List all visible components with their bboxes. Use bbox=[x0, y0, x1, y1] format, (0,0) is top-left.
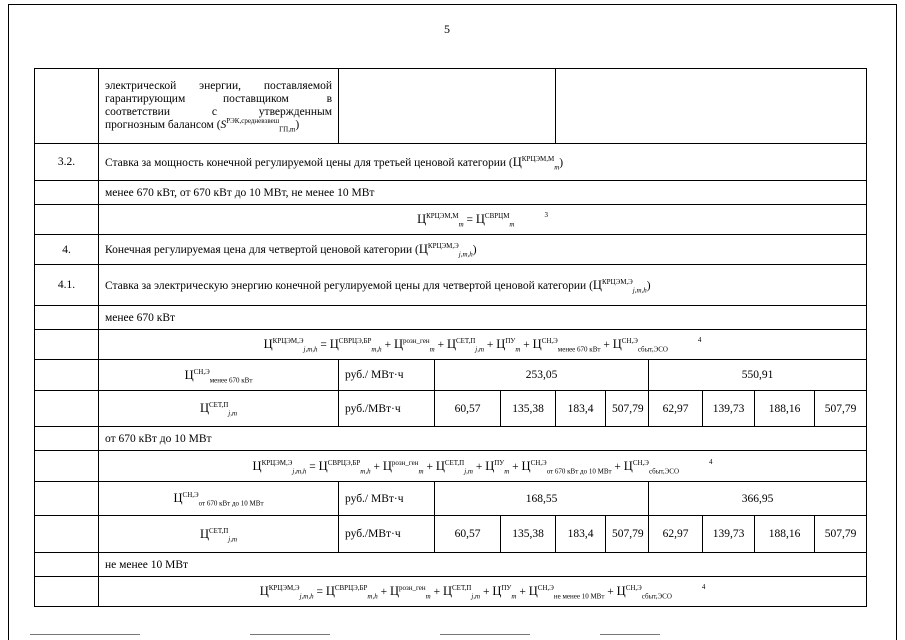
table-row bbox=[35, 265, 867, 306]
row-number-cell bbox=[35, 482, 99, 516]
page-frame-top bbox=[8, 4, 897, 5]
footnote-marker: 4 bbox=[697, 336, 702, 344]
symbol-sup: КРЦЭМ,М bbox=[521, 154, 555, 163]
symbol-sup: СН,Э bbox=[182, 491, 199, 500]
row-title-text: Ставка за мощность конечной регулируемой цены для третьей ценовой категории ( bbox=[105, 156, 513, 169]
formula-sup: КРЦЭМ,Э bbox=[268, 584, 300, 593]
symbol-sub: j,m bbox=[228, 534, 238, 543]
description-line: соответствии с утвержденным bbox=[105, 106, 332, 118]
value-cell: 62,97 bbox=[649, 391, 703, 427]
table-row bbox=[35, 330, 867, 360]
value-cell: 139,73 bbox=[703, 391, 755, 427]
formula-sub: от 670 кВт до 10 МВт bbox=[546, 466, 612, 475]
formula-sup: СН,Э bbox=[537, 584, 554, 593]
value-cell: 135,38 bbox=[501, 391, 556, 427]
formula-sub: m bbox=[429, 345, 435, 354]
formula-sub: j,m bbox=[471, 592, 481, 601]
formula-energy: $Ц^{КРЦЭМ,Э}_{j,m,h} = Ц^{СВРЦЭ,БР}_{m,h} + Ц^{розн\_ген}_m + Ц^{СЕТ,П}_{j,m} + Ц^{ПУ}_m + Ц^{СН,Э}_{не менее 10 МВт} + Ц^{СН,Э}_{сбыт,ЭСО}^4$ bbox=[99, 577, 867, 607]
footnote-marker: 3 bbox=[544, 211, 548, 219]
formula-sub: m,h bbox=[371, 345, 382, 354]
symbol-sub: j,m bbox=[228, 409, 238, 418]
row-number-cell bbox=[35, 553, 99, 577]
table-row bbox=[35, 427, 867, 451]
formula-sup: КРЦЭМ,М bbox=[426, 212, 459, 221]
symbol-sub: менее 670 кВт bbox=[209, 375, 253, 384]
row-title-text: Ставка за электрическую энергию конечной регулируемой цены для четвертой ценовой категории ( bbox=[105, 279, 593, 292]
value-cell: 188,16 bbox=[755, 391, 815, 427]
formula-sup: ПУ bbox=[494, 458, 505, 467]
value-cell: 550,91 bbox=[649, 360, 867, 391]
value-cell: 60,57 bbox=[435, 391, 501, 427]
table-row bbox=[35, 553, 867, 577]
formula-sub: j,m bbox=[475, 345, 485, 354]
row-title-text: Конечная регулируемая цена для четвертой ценовой категории ( bbox=[105, 244, 419, 256]
formula-sup: розн_ген bbox=[402, 337, 430, 346]
table-row bbox=[35, 516, 867, 553]
set-symbol: $Ц^{СЕТ,П}_{j,m}$ bbox=[99, 391, 339, 427]
formula-capacity: $Ц^{КРЦЭМ,М}_m = Ц^{СВРЦМ}_m^3$ bbox=[99, 205, 867, 235]
symbol-sup: СН,Э bbox=[193, 367, 210, 376]
symbol-sup: СЕТ,П bbox=[208, 401, 229, 410]
empty-cell bbox=[339, 69, 556, 144]
row-number-cell bbox=[35, 360, 99, 391]
formula-sup: СН,Э bbox=[625, 584, 642, 593]
row-number-cell bbox=[35, 181, 99, 205]
formula-sup: СЕТ,П bbox=[452, 584, 472, 593]
value-cell: 188,16 bbox=[755, 516, 815, 553]
formula-sub: сбыт,ЭСО bbox=[641, 592, 672, 601]
symbol-sub: от 670 кВт до 10 МВт bbox=[198, 499, 264, 508]
formula-sup: СН,Э bbox=[632, 458, 649, 467]
row-title: Конечная регулируемая цена для четвертой ценовой категории $(Ц^{КРЦЭМ,Э}_{j,m,h})$ bbox=[99, 235, 867, 265]
formula-sub: не менее 10 МВт bbox=[553, 592, 605, 601]
value-cell: 135,38 bbox=[501, 516, 556, 553]
table-row bbox=[35, 306, 867, 330]
description-line: электрической энергии, поставляемой bbox=[105, 80, 332, 92]
formula-sup: СН,Э bbox=[530, 458, 547, 467]
formula-sup: СВРЦМ bbox=[484, 212, 510, 221]
set-symbol: $Ц^{СЕТ,П}_{j,m}$ bbox=[99, 516, 339, 553]
row-number-cell bbox=[35, 391, 99, 427]
row-number: 3.2. bbox=[35, 144, 99, 181]
footnote-marker: 4 bbox=[709, 457, 713, 466]
formula-sub: j,m,h bbox=[303, 345, 318, 354]
formula-energy: $Ц^{КРЦЭМ,Э}_{j,m,h} = Ц^{СВРЦЭ,БР}_{m,h} + Ц^{розн\_ген}_m + Ц^{СЕТ,П}_{j,m} + Ц^{ПУ}_m + Ц^{СН,Э}_{менее 670 кВт} + Ц^{СН,Э}_{сбыт,ЭСО}^4$ bbox=[99, 330, 867, 360]
formula-sub: m bbox=[511, 592, 517, 601]
bottom-rule bbox=[600, 634, 660, 635]
formula-sub: m,h bbox=[360, 466, 371, 475]
formula-sub: j,m,h bbox=[292, 466, 307, 475]
sn-symbol: $Ц^{СН,Э}_{менее 670 кВт}$ bbox=[99, 360, 339, 391]
page-frame-left bbox=[8, 4, 9, 640]
subsection-label: не менее 10 МВт bbox=[99, 553, 867, 577]
formula-sub: j,m bbox=[464, 466, 473, 475]
formula-sup: ПУ bbox=[505, 337, 516, 346]
formula-sup: КРЦЭМ,Э bbox=[272, 337, 304, 346]
sn-symbol: $Ц^{СН,Э}_{от 670 кВт до 10 МВт}$ bbox=[99, 482, 339, 516]
subsection-label: менее 670 кВт, от 670 кВт до 10 МВт, не менее 10 МВт bbox=[99, 181, 867, 205]
bottom-rule bbox=[440, 634, 530, 635]
row-number-cell bbox=[35, 69, 99, 144]
table-row bbox=[35, 69, 867, 144]
bottom-rule bbox=[250, 634, 330, 635]
formula-sub: сбыт,ЭСО bbox=[648, 466, 680, 475]
value-cell: 183,4 bbox=[556, 516, 606, 553]
formula-sup: СН,Э bbox=[541, 337, 558, 346]
table-row bbox=[35, 451, 867, 482]
formula-sup: СВРЦЭ,БР bbox=[327, 458, 361, 467]
formula-sub: менее 670 кВт bbox=[557, 345, 601, 354]
page-number: 5 bbox=[444, 22, 450, 36]
formula-sup: СН,Э bbox=[621, 337, 638, 346]
table-row bbox=[35, 181, 867, 205]
page-frame-right bbox=[896, 4, 897, 640]
value-cell: 507,79 bbox=[815, 516, 867, 553]
bottom-rule bbox=[30, 634, 140, 635]
formula-sub: m bbox=[425, 592, 431, 601]
empty-cell bbox=[556, 69, 867, 144]
formula-sup: СВРЦЭ,БР bbox=[338, 337, 372, 346]
row-number-cell bbox=[35, 205, 99, 235]
formula-sup: СВРЦЭ,БР bbox=[334, 584, 368, 593]
value-cell: 139,73 bbox=[703, 516, 755, 553]
formula-energy: $Ц^{КРЦЭМ,Э}_{j,m,h} = Ц^{СВРЦЭ,БР}_{m,h} + Ц^{розн\_ген}_m + Ц^{СЕТ,П}_{j,m} + Ц^{ПУ}_m + Ц^{СН,Э}_{от 670 кВт до 10 МВт} + Ц^{СН,Э}_{сбыт,ЭСО}^4$ bbox=[99, 451, 867, 482]
value-cell: 183,4 bbox=[556, 391, 606, 427]
value-cell: 168,55 bbox=[435, 482, 649, 516]
symbol-sup: РЭК,средневзвеш bbox=[226, 117, 280, 126]
value-cell: 507,79 bbox=[606, 391, 649, 427]
symbol-sup: КРЦЭМ,Э bbox=[427, 242, 459, 251]
symbol-sub: j,m,h bbox=[458, 250, 473, 259]
row-number-cell bbox=[35, 451, 99, 482]
table-row bbox=[35, 577, 867, 607]
tariff-table bbox=[34, 68, 867, 607]
value-cell: 62,97 bbox=[649, 516, 703, 553]
formula-sup: ПУ bbox=[501, 584, 512, 593]
subsection-label: от 670 кВт до 10 МВт bbox=[99, 427, 867, 451]
formula-sup: СЕТ,П bbox=[444, 458, 465, 467]
table-row bbox=[35, 144, 867, 181]
row-title: Ставка за мощность конечной регулируемой цены для третьей ценовой категории $(Ц^{КРЦЭМ,М}_m)$ bbox=[99, 144, 867, 181]
table-row bbox=[35, 235, 867, 265]
row-number-cell bbox=[35, 427, 99, 451]
description-cell bbox=[99, 69, 339, 144]
subsection-label: менее 670 кВт bbox=[99, 306, 867, 330]
description-line: прогнозным балансом $(S^{РЭК,средневзвеш}_{ГП,m})$ bbox=[105, 117, 300, 134]
formula-sup: розн_ген bbox=[399, 584, 426, 593]
row-number-cell bbox=[35, 306, 99, 330]
table-row bbox=[35, 482, 867, 516]
symbol-sub: ГП,m bbox=[279, 125, 296, 134]
unit-cell: руб./МВт·ч bbox=[339, 391, 435, 427]
formula-sup: КРЦЭМ,Э bbox=[261, 458, 293, 467]
row-number: 4. bbox=[35, 235, 99, 265]
table-row bbox=[35, 391, 867, 427]
formula-sup: розн_ген bbox=[391, 458, 419, 467]
description-line-text: прогнозным балансом ( bbox=[105, 119, 221, 131]
formula-sub: m,h bbox=[367, 592, 378, 601]
table-row bbox=[35, 360, 867, 391]
unit-cell: руб./ МВт·ч bbox=[339, 482, 435, 516]
formula-sub: j,m,h bbox=[299, 592, 314, 601]
unit-cell: руб./МВт·ч bbox=[339, 516, 435, 553]
symbol-sub: j,m,h bbox=[632, 285, 647, 294]
formula-sub: m bbox=[504, 466, 510, 475]
row-number-cell bbox=[35, 577, 99, 607]
row-title: Ставка за электрическую энергию конечной регулируемой цены для четвертой ценовой категории $(Ц^{КРЦЭМ,Э}_{j,m,h})$ bbox=[99, 265, 867, 306]
symbol-sup: СЕТ,П bbox=[208, 526, 229, 535]
table-row bbox=[35, 205, 867, 235]
formula-sup: СЕТ,П bbox=[455, 337, 476, 346]
row-number: 4.1. bbox=[35, 265, 99, 306]
value-cell: 253,05 bbox=[435, 360, 649, 391]
value-cell: 366,95 bbox=[649, 482, 867, 516]
footnote-marker: 4 bbox=[701, 583, 706, 591]
value-cell: 507,79 bbox=[606, 516, 649, 553]
row-number-cell bbox=[35, 330, 99, 360]
value-cell: 507,79 bbox=[815, 391, 867, 427]
row-number-cell bbox=[35, 516, 99, 553]
unit-cell: руб./ МВт·ч bbox=[339, 360, 435, 391]
formula-sub: сбыт,ЭСО bbox=[637, 345, 668, 354]
formula-sub: m bbox=[418, 466, 424, 475]
value-cell: 60,57 bbox=[435, 516, 501, 553]
symbol-sup: КРЦЭМ,Э bbox=[601, 277, 633, 286]
formula-sub: m bbox=[515, 345, 521, 354]
description-line: гарантирующим поставщиком в bbox=[105, 93, 332, 105]
